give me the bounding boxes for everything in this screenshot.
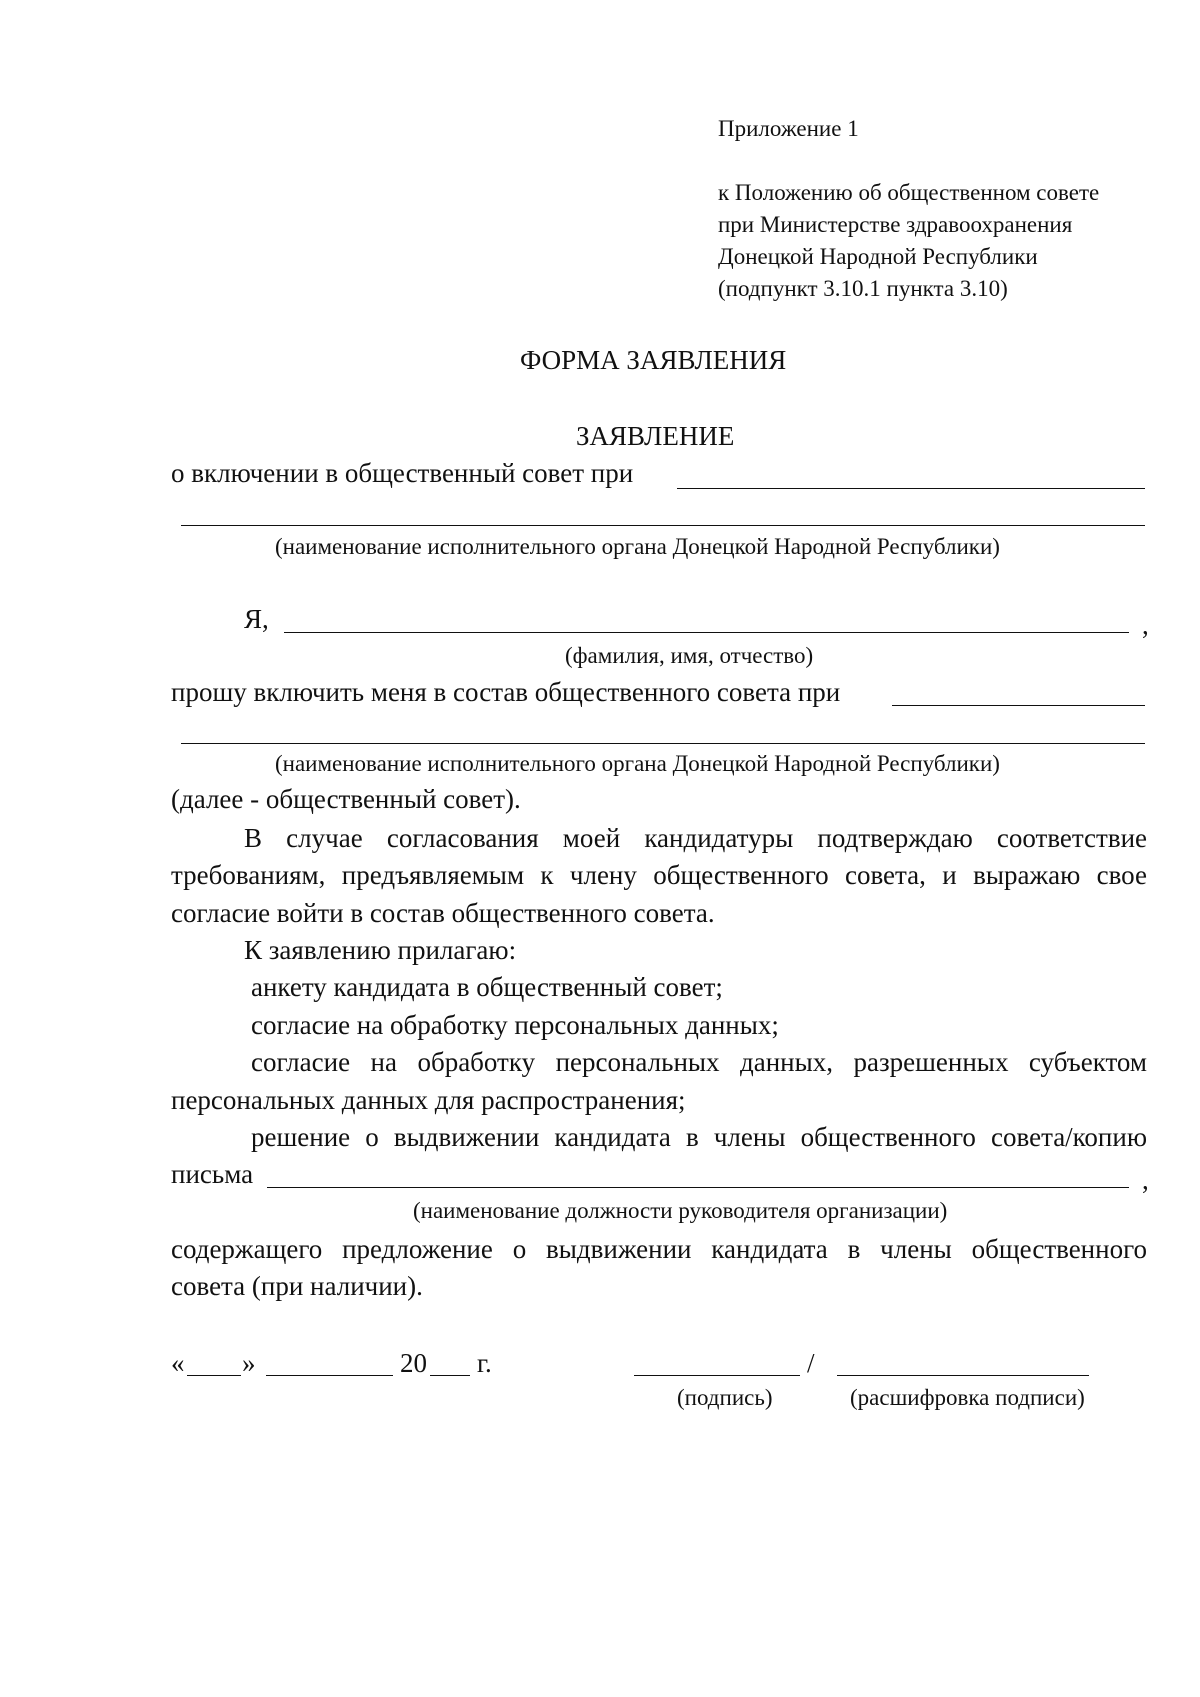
signature-slash: / (807, 1348, 815, 1378)
date-open-quote: « (171, 1348, 185, 1378)
appendix-label: Приложение 1 (718, 116, 859, 141)
attachment-item-3-line-1: согласие на обработку персональных данных, разрешенных субъектом (251, 1047, 1147, 1077)
date-day-blank[interactable] (187, 1375, 241, 1376)
proposal-line-1: содержащего предложение о выдвижении кандидата в члены общественного (171, 1234, 1147, 1264)
attachment-item-4-line-1: решение о выдвижении кандидата в члены общественного совета/копию (251, 1122, 1147, 1152)
attachment-item-1: анкету кандидата в общественный совет; (251, 972, 723, 1002)
attachment-item-3-line-2: персональных данных для распространения; (171, 1085, 686, 1115)
proposal-line-2: совета (при наличии). (171, 1271, 423, 1301)
caption-signature-decoding: (расшифровка подписи) (850, 1385, 1085, 1410)
caption-fio: (фамилия, имя, отчество) (565, 643, 814, 668)
signature-blank[interactable] (634, 1375, 800, 1376)
para1-line-3: согласие войти в состав общественного совета. (171, 898, 715, 928)
inclusion-text: о включении в общественный совет при (171, 458, 634, 488)
i-prefix: Я, (244, 604, 269, 634)
fio-blank[interactable] (284, 632, 1129, 633)
organ-name-blank-2[interactable] (181, 525, 1145, 526)
position-comma: , (1142, 1165, 1149, 1195)
organ-name-blank-4[interactable] (181, 743, 1145, 744)
caption-organ-2: (наименование исполнительного органа Донецкой Народной Республики) (275, 751, 1000, 776)
date-close-quote: » (242, 1348, 256, 1378)
fio-comma: , (1142, 610, 1149, 640)
attachment-item-2: согласие на обработку персональных данных; (251, 1010, 779, 1040)
position-blank[interactable] (267, 1187, 1129, 1188)
signature-decoding-blank[interactable] (837, 1375, 1089, 1376)
caption-organ-1: (наименование исполнительного органа Донецкой Народной Республики) (275, 534, 1000, 559)
form-title: ФОРМА ЗАЯВЛЕНИЯ (520, 345, 787, 375)
para1-line-2: требованиям, предъявляемым к члену общественного совета, и выражаю свое (171, 860, 1147, 890)
date-year-prefix: 20 (400, 1348, 427, 1378)
date-year-blank[interactable] (430, 1375, 470, 1376)
appendix-ref-line-2: при Министерстве здравоохранения (718, 212, 1073, 237)
appendix-ref-line-4: (подпункт 3.10.1 пункта 3.10) (718, 276, 1008, 301)
date-year-suffix: г. (477, 1348, 492, 1378)
hereinafter-text: (далее - общественный совет). (171, 784, 521, 814)
para1-line-1: В случае согласования моей кандидатуры подтверждаю соответствие (244, 823, 1147, 853)
caption-signature: (подпись) (677, 1385, 773, 1410)
attach-intro: К заявлению прилагаю: (244, 935, 517, 965)
organ-name-blank-1[interactable] (677, 488, 1145, 489)
document-title: ЗАЯВЛЕНИЕ (576, 421, 735, 451)
letter-word: письма (171, 1159, 254, 1189)
appendix-ref-line-3: Донецкой Народной Республики (718, 244, 1038, 269)
organ-name-blank-3[interactable] (892, 705, 1145, 706)
caption-position: (наименование должности руководителя организации) (413, 1198, 948, 1223)
request-text: прошу включить меня в состав общественного совета при (171, 677, 841, 707)
appendix-ref-line-1: к Положению об общественном совете (718, 180, 1100, 205)
date-month-blank[interactable] (266, 1375, 393, 1376)
